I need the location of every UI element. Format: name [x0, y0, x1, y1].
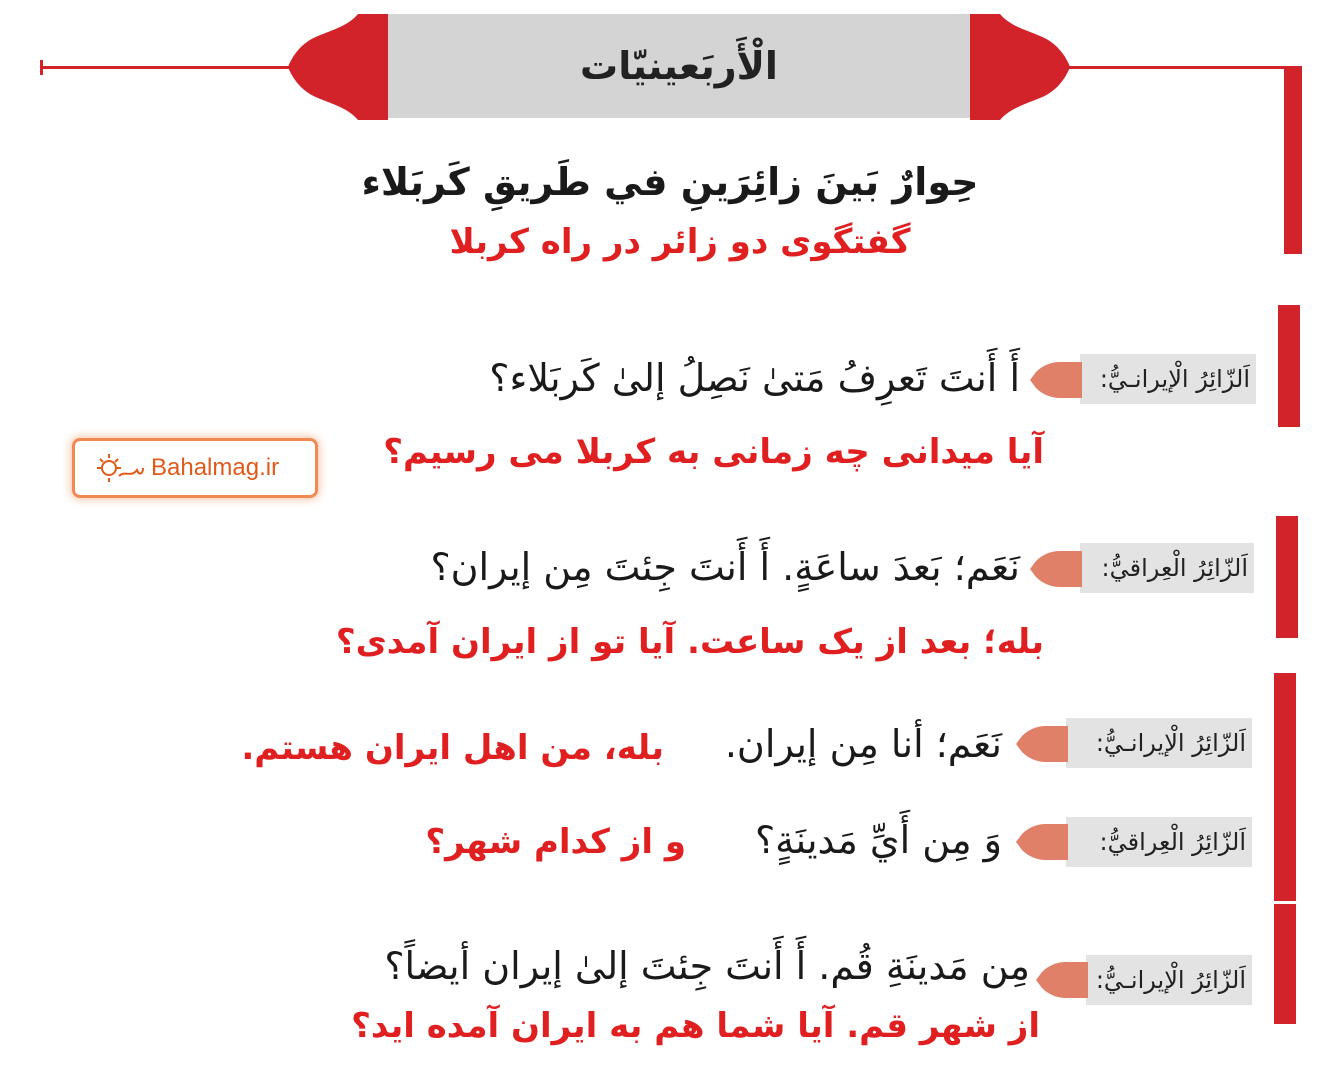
header-right-line	[1066, 66, 1302, 69]
dialogue-arabic-3: نَعَم؛ أنا مِن إيران.	[724, 722, 1002, 766]
speaker-label-iranian	[1080, 354, 1256, 404]
speech-bubble-icon	[1016, 818, 1072, 866]
dialogue-persian-3: بله، من اهل ایران هستم.	[241, 728, 664, 768]
dialogue-arabic-5: مِن مَدينَةِ قُم. أَ أَنتَ جِئتَ إلىٰ إيران أيضاً؟	[384, 944, 1030, 988]
margin-bar-4	[1274, 904, 1296, 1024]
logo-icon	[93, 450, 145, 486]
speaker-label-text: اَلزّائِرُ الْعِراقيُّ:	[1099, 828, 1246, 856]
speaker-label-iranian	[1086, 955, 1252, 1005]
lesson-heading-persian: گفتگوی دو زائر در راه کربلا	[449, 222, 911, 262]
speech-bubble-icon	[1030, 545, 1086, 593]
header-left-line	[40, 66, 290, 69]
speech-bubble-icon	[1036, 956, 1092, 1004]
dialogue-persian-4: و از کدام شهر؟	[425, 822, 686, 862]
header-left-tick	[40, 60, 43, 75]
speaker-label-iraqi	[1080, 543, 1254, 593]
watermark-badge	[72, 438, 318, 498]
margin-bar-2	[1276, 516, 1298, 638]
speaker-label-text: اَلزّائِرُ الْعِراقيُّ:	[1101, 554, 1248, 582]
speaker-label-iraqi	[1066, 817, 1252, 867]
speaker-label-iranian	[1066, 718, 1252, 768]
margin-bar-1	[1278, 305, 1300, 427]
speech-bubble-icon	[1016, 720, 1072, 768]
speaker-label-text: اَلزّائِرُ الْإيرانـيُّ:	[1095, 729, 1246, 757]
speech-bubble-icon	[1030, 356, 1086, 404]
page-title: الْأَربَعينيّات	[580, 44, 778, 88]
watermark-text: Bahalmag.ir	[151, 454, 280, 481]
dialogue-persian-5: از شهر قم. آیا شما هم به ایران آمده اید؟	[351, 1006, 1040, 1046]
speaker-label-text: اَلزّائِرُ الْإيرانـيُّ:	[1095, 966, 1246, 994]
margin-bar-3	[1274, 673, 1296, 901]
dialogue-arabic-2: نَعَم؛ بَعدَ ساعَةٍ. أَ أَنتَ جِئتَ مِن إيران؟	[430, 545, 1020, 589]
header-right-vertical-bar	[1284, 68, 1302, 254]
dialogue-arabic-1: أَ أَنتَ تَعرِفُ مَتىٰ نَصِلُ إلىٰ كَربَلاء؟	[489, 356, 1020, 400]
title-box	[388, 14, 970, 118]
dialogue-persian-2: بله؛ بعد از یک ساعت. آیا تو از ایران آمدی؟	[335, 622, 1044, 662]
dialogue-arabic-4: وَ مِن أَيِّ مَدينَةٍ؟	[754, 818, 1002, 862]
dialogue-persian-1: آیا میدانی چه زمانی به کربلا می رسیم؟	[383, 432, 1044, 472]
speaker-label-text: اَلزّائِرُ الْإيرانـيُّ:	[1099, 365, 1250, 393]
lesson-heading-arabic: حِوارٌ بَينَ زائِرَينِ في طَريقِ كَربَلاء	[361, 160, 979, 204]
